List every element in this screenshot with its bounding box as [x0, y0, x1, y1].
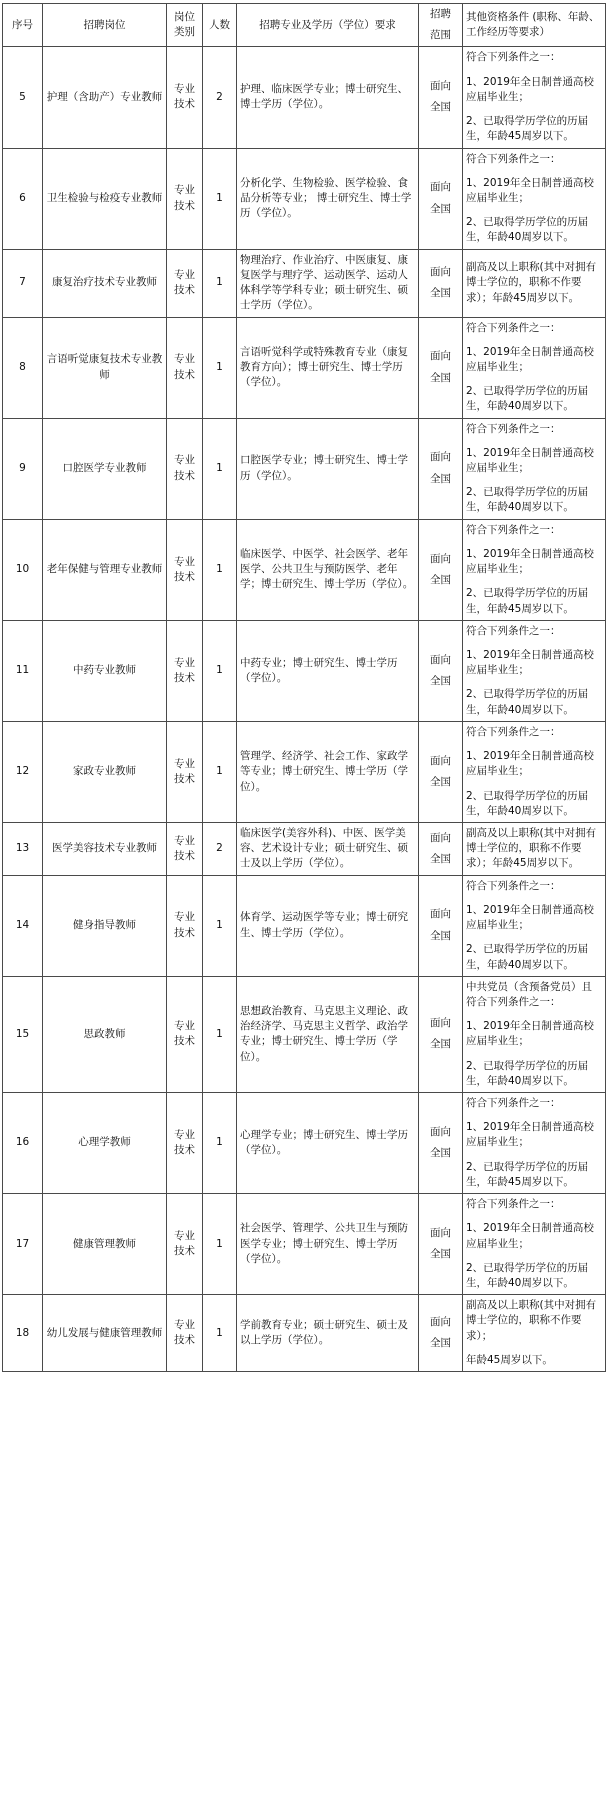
cell-post-category [167, 721, 203, 822]
condition-line: 副高及以上职称(其中对拥有博士学位的，职称不作要求）；年龄45周岁以下。 [466, 261, 597, 304]
condition-line: 符合下列条件之一： [466, 523, 561, 536]
table-row [3, 47, 606, 148]
cell-other-conditions [463, 721, 606, 822]
condition-line: 符合下列条件之一： [466, 624, 561, 637]
post-category-line1: 专业 [174, 1020, 195, 1033]
cell-post-category [167, 1093, 203, 1194]
recruit-scope-line2: 全国 [430, 1147, 451, 1160]
cell-post-category [167, 249, 203, 317]
cell-other-conditions [463, 1093, 606, 1194]
cell-post-category [167, 1194, 203, 1295]
cell-recruit-scope [419, 721, 463, 822]
header-post: 招聘岗位 [43, 4, 167, 47]
table-row [3, 822, 606, 875]
cell-headcount: 1 [203, 418, 237, 519]
table-row [3, 418, 606, 519]
recruit-scope-line1: 面向 [430, 265, 451, 278]
recruit-scope-line1: 面向 [430, 1226, 451, 1239]
recruit-scope-line1: 面向 [430, 908, 451, 921]
cell-headcount: 1 [203, 249, 237, 317]
cell-post-name: 医学美容技术专业教师 [43, 822, 167, 875]
recruit-scope-line1: 面向 [430, 451, 451, 464]
post-category-line2: 技术 [174, 98, 195, 111]
condition-line: 2、已取得学历学位的历届生，年龄40周岁以下。 [466, 688, 589, 716]
cell-post-name: 家政专业教师 [43, 721, 167, 822]
cell-sequence-number: 14 [3, 875, 43, 976]
recruit-scope-line1: 面向 [430, 1315, 451, 1328]
cell-major-and-degree: 中药专业；博士研究生、博士学历（学位）。 [237, 620, 419, 721]
cell-recruit-scope [419, 1194, 463, 1295]
cell-headcount: 1 [203, 148, 237, 249]
condition-line: 2、已取得学历学位的历届生，年龄45周岁以下。 [466, 587, 589, 615]
table-row [3, 875, 606, 976]
post-category-line2: 技术 [174, 1334, 195, 1347]
cell-major-and-degree: 物理治疗、作业治疗、中医康复、康复医学与理疗学、运动医学、运动人体科学等学科专业；硕士研究生、硕士学历（学位）。 [237, 249, 419, 317]
cell-other-conditions [463, 519, 606, 620]
recruit-scope-line1: 面向 [430, 653, 451, 666]
condition-line: 2、已取得学历学位的历届生，年龄40周岁以下。 [466, 1261, 589, 1289]
condition-line: 1、2019年全日制普通高校应届毕业生； [466, 1222, 594, 1250]
cell-recruit-scope [419, 47, 463, 148]
post-category-line2: 技术 [174, 772, 195, 785]
recruit-scope-line1: 面向 [430, 754, 451, 767]
recruit-scope-line2: 全国 [430, 573, 451, 586]
post-category-line1: 专业 [174, 353, 195, 366]
cell-post-category [167, 822, 203, 875]
condition-line: 符合下列条件之一： [466, 152, 561, 165]
recruit-scope-line2: 全国 [430, 371, 451, 384]
cell-other-conditions [463, 47, 606, 148]
condition-line: 2、已取得学历学位的历届生，年龄40周岁以下。 [466, 943, 589, 971]
recruitment-table [2, 3, 606, 1372]
recruit-scope-line1: 面向 [430, 552, 451, 565]
cell-recruit-scope [419, 519, 463, 620]
cell-post-name: 老年保健与管理专业教师 [43, 519, 167, 620]
post-category-line2: 技术 [174, 199, 195, 212]
cell-major-and-degree: 护理、临床医学专业；博士研究生、博士学历（学位）。 [237, 47, 419, 148]
cell-sequence-number: 6 [3, 148, 43, 249]
cell-other-conditions [463, 249, 606, 317]
cell-major-and-degree: 心理学专业；博士研究生、博士学历（学位）。 [237, 1093, 419, 1194]
cell-post-name: 护理（含助产）专业教师 [43, 47, 167, 148]
cell-major-and-degree: 临床医学(美容外科)、中医、医学美容、艺术设计专业；硕士研究生、硕士及以上学历（学位）。 [237, 822, 419, 875]
recruit-scope-line2: 全国 [430, 472, 451, 485]
cell-headcount: 1 [203, 1295, 237, 1372]
cell-post-name: 口腔医学专业教师 [43, 418, 167, 519]
cell-post-name: 心理学教师 [43, 1093, 167, 1194]
condition-line: 符合下列条件之一： [466, 51, 561, 64]
table-body [3, 47, 606, 1372]
condition-line: 符合下列条件之一： [466, 879, 561, 892]
cell-sequence-number: 18 [3, 1295, 43, 1372]
cell-other-conditions [463, 1295, 606, 1372]
header-seq: 序号 [3, 4, 43, 47]
post-category-line1: 专业 [174, 555, 195, 568]
cell-other-conditions [463, 148, 606, 249]
table-row [3, 1194, 606, 1295]
cell-major-and-degree: 学前教育专业；硕士研究生、硕士及以上学历（学位）。 [237, 1295, 419, 1372]
recruit-scope-line2: 全国 [430, 852, 451, 865]
post-category-line1: 专业 [174, 911, 195, 924]
post-category-line2: 技术 [174, 671, 195, 684]
cell-post-name: 幼儿发展与健康管理教师 [43, 1295, 167, 1372]
cell-recruit-scope [419, 148, 463, 249]
cell-post-category [167, 976, 203, 1092]
condition-line: 2、已取得学历学位的历届生，年龄40周岁以下。 [466, 1059, 589, 1087]
post-category-line1: 专业 [174, 184, 195, 197]
condition-line: 1、2019年全日制普通高校应届毕业生； [466, 903, 594, 932]
post-category-line1: 专业 [174, 656, 195, 669]
header-major: 招聘专业及学历（学位）要求 [237, 4, 419, 47]
table-row [3, 620, 606, 721]
recruit-scope-line2: 全国 [430, 775, 451, 788]
cell-sequence-number: 16 [3, 1093, 43, 1194]
cell-major-and-degree: 体育学、运动医学等专业；博士研究生、博士学历（学位）。 [237, 875, 419, 976]
cell-sequence-number: 5 [3, 47, 43, 148]
cell-post-category [167, 47, 203, 148]
cell-recruit-scope [419, 976, 463, 1092]
post-category-line2: 技术 [174, 469, 195, 482]
table-row [3, 721, 606, 822]
condition-line: 符合下列条件之一： [466, 725, 561, 738]
cell-recruit-scope [419, 620, 463, 721]
post-category-line1: 专业 [174, 757, 195, 770]
condition-line: 1、2019年全日制普通高校应届毕业生； [466, 75, 594, 103]
post-category-line2: 技术 [174, 1035, 195, 1048]
table-row [3, 148, 606, 249]
recruit-scope-line1: 面向 [430, 1017, 451, 1030]
recruit-scope-line2: 全国 [430, 674, 451, 687]
cell-sequence-number: 8 [3, 317, 43, 418]
post-category-line1: 专业 [174, 1229, 195, 1242]
condition-line: 2、已取得学历学位的历届生，年龄40周岁以下。 [466, 216, 589, 244]
cell-sequence-number: 9 [3, 418, 43, 519]
cell-other-conditions [463, 875, 606, 976]
post-category-line1: 专业 [174, 454, 195, 467]
recruit-scope-line1: 面向 [430, 831, 451, 844]
cell-post-name: 卫生检验与检疫专业教师 [43, 148, 167, 249]
condition-line: 1、2019年全日制普通高校应届毕业生； [466, 547, 594, 576]
table-row [3, 249, 606, 317]
cell-sequence-number: 12 [3, 721, 43, 822]
header-other-conditions: 其他资格条件 (职称、年龄、工作经历等要求） [463, 4, 606, 47]
cell-post-category [167, 1295, 203, 1372]
recruit-scope-line1: 面向 [430, 80, 451, 93]
cell-headcount: 1 [203, 620, 237, 721]
condition-line: 符合下列条件之一： [466, 321, 561, 334]
condition-line: 符合下列条件之一： [466, 1097, 561, 1110]
cell-headcount: 1 [203, 519, 237, 620]
cell-sequence-number: 15 [3, 976, 43, 1092]
post-category-line2: 技术 [174, 570, 195, 583]
condition-line: 2、已取得学历学位的历届生，年龄40周岁以下。 [466, 789, 589, 817]
table-row [3, 317, 606, 418]
cell-other-conditions [463, 822, 606, 875]
header-scope-line1: 招聘 [430, 8, 451, 20]
post-category-line1: 专业 [174, 834, 195, 847]
table-header [3, 4, 606, 47]
header-type-line2: 类别 [174, 26, 195, 39]
cell-recruit-scope [419, 1295, 463, 1372]
recruit-scope-line2: 全国 [430, 929, 451, 942]
cell-sequence-number: 13 [3, 822, 43, 875]
cell-post-name: 思政教师 [43, 976, 167, 1092]
condition-line: 1、2019年全日制普通高校应届毕业生； [466, 345, 594, 373]
condition-line: 1、2019年全日制普通高校应届毕业生； [466, 446, 594, 475]
cell-headcount: 2 [203, 47, 237, 148]
recruit-scope-line1: 面向 [430, 350, 451, 363]
header-type-line1: 岗位 [174, 11, 195, 23]
condition-line: 1、2019年全日制普通高校应届毕业生； [466, 1121, 594, 1149]
recruit-scope-line1: 面向 [430, 181, 451, 194]
cell-post-name: 健身指导教师 [43, 875, 167, 976]
cell-post-category [167, 148, 203, 249]
cell-major-and-degree: 分析化学、生物检验、医学检验、食品分析等专业； 博士研究生、博士学历（学位）。 [237, 148, 419, 249]
cell-major-and-degree: 社会医学、管理学、公共卫生与预防医学专业；博士研究生、博士学历（学位）。 [237, 1194, 419, 1295]
condition-line: 2、已取得学历学位的历届生，年龄40周岁以下。 [466, 486, 589, 514]
cell-headcount: 1 [203, 317, 237, 418]
cell-recruit-scope [419, 1093, 463, 1194]
post-category-line2: 技术 [174, 849, 195, 862]
condition-line: 1、2019年全日制普通高校应届毕业生； [466, 176, 594, 204]
condition-line: 副高及以上职称(其中对拥有博士学位的，职称不作要求）；年龄45周岁以下。 [466, 826, 597, 870]
condition-line: 中共党员（含预备党员）且符合下列条件之一： [466, 980, 592, 1008]
recruit-scope-line2: 全国 [430, 1038, 451, 1051]
table-row [3, 976, 606, 1092]
recruit-scope-line1: 面向 [430, 1125, 451, 1138]
cell-other-conditions [463, 1194, 606, 1295]
cell-recruit-scope [419, 317, 463, 418]
header-row [3, 4, 606, 47]
recruit-scope-line2: 全国 [430, 202, 451, 215]
condition-line: 符合下列条件之一： [466, 422, 561, 435]
header-scope-line2: 范围 [430, 29, 451, 42]
header-scope [419, 4, 463, 47]
recruit-scope-line2: 全国 [430, 1248, 451, 1261]
cell-other-conditions [463, 976, 606, 1092]
cell-other-conditions [463, 317, 606, 418]
post-category-line2: 技术 [174, 926, 195, 939]
cell-post-name: 中药专业教师 [43, 620, 167, 721]
post-category-line1: 专业 [174, 1128, 195, 1141]
post-category-line2: 技术 [174, 1144, 195, 1157]
cell-major-and-degree: 言语听觉科学或特殊教育专业（康复教育方向）；博士研究生、博士学历（学位）。 [237, 317, 419, 418]
post-category-line1: 专业 [174, 1318, 195, 1331]
recruit-scope-line2: 全国 [430, 287, 451, 300]
post-category-line2: 技术 [174, 368, 195, 381]
cell-major-and-degree: 临床医学、中医学、社会医学、老年医学、公共卫生与预防医学、老年学；博士研究生、博士学历（学位）。 [237, 519, 419, 620]
cell-post-category [167, 620, 203, 721]
post-category-line1: 专业 [174, 83, 195, 96]
cell-headcount: 1 [203, 1194, 237, 1295]
cell-post-name: 康复治疗技术专业教师 [43, 249, 167, 317]
cell-headcount: 1 [203, 1093, 237, 1194]
condition-line: 1、2019年全日制普通高校应届毕业生； [466, 1020, 594, 1048]
condition-line: 2、已取得学历学位的历届生，年龄45周岁以下。 [466, 115, 589, 143]
cell-other-conditions [463, 418, 606, 519]
cell-other-conditions [463, 620, 606, 721]
post-category-line2: 技术 [174, 284, 195, 297]
cell-post-name: 健康管理教师 [43, 1194, 167, 1295]
cell-headcount: 1 [203, 976, 237, 1092]
cell-recruit-scope [419, 822, 463, 875]
header-type [167, 4, 203, 47]
cell-headcount: 1 [203, 721, 237, 822]
condition-line: 符合下列条件之一： [466, 1198, 561, 1211]
cell-post-category [167, 317, 203, 418]
cell-sequence-number: 7 [3, 249, 43, 317]
table-row [3, 519, 606, 620]
cell-sequence-number: 10 [3, 519, 43, 620]
cell-post-category [167, 875, 203, 976]
condition-line: 年龄45周岁以下。 [466, 1353, 553, 1366]
cell-post-category [167, 418, 203, 519]
recruit-scope-line2: 全国 [430, 1337, 451, 1350]
cell-sequence-number: 17 [3, 1194, 43, 1295]
table-row [3, 1093, 606, 1194]
cell-post-name: 言语听觉康复技术专业教师 [43, 317, 167, 418]
cell-recruit-scope [419, 875, 463, 976]
cell-headcount: 1 [203, 875, 237, 976]
recruit-scope-line2: 全国 [430, 101, 451, 114]
cell-headcount: 2 [203, 822, 237, 875]
cell-recruit-scope [419, 418, 463, 519]
cell-major-and-degree: 口腔医学专业；博士研究生、博士学历（学位）。 [237, 418, 419, 519]
condition-line: 2、已取得学历学位的历届生，年龄40周岁以下。 [466, 385, 589, 413]
post-category-line2: 技术 [174, 1245, 195, 1258]
cell-post-category [167, 519, 203, 620]
cell-major-and-degree: 思想政治教育、马克思主义理论、政治经济学、马克思主义哲学、政治学专业；博士研究生、博士学历（学位）。 [237, 976, 419, 1092]
condition-line: 2、已取得学历学位的历届生，年龄45周岁以下。 [466, 1160, 589, 1188]
condition-line: 1、2019年全日制普通高校应届毕业生； [466, 649, 594, 677]
condition-line: 副高及以上职称(其中对拥有博士学位的，职称不作要求）； [466, 1299, 597, 1342]
header-number: 人数 [203, 4, 237, 47]
table-row [3, 1295, 606, 1372]
cell-sequence-number: 11 [3, 620, 43, 721]
cell-recruit-scope [419, 249, 463, 317]
condition-line: 1、2019年全日制普通高校应届毕业生； [466, 750, 594, 778]
post-category-line1: 专业 [174, 268, 195, 281]
cell-major-and-degree: 管理学、经济学、社会工作、家政学等专业；博士研究生、博士学历（学位）。 [237, 721, 419, 822]
